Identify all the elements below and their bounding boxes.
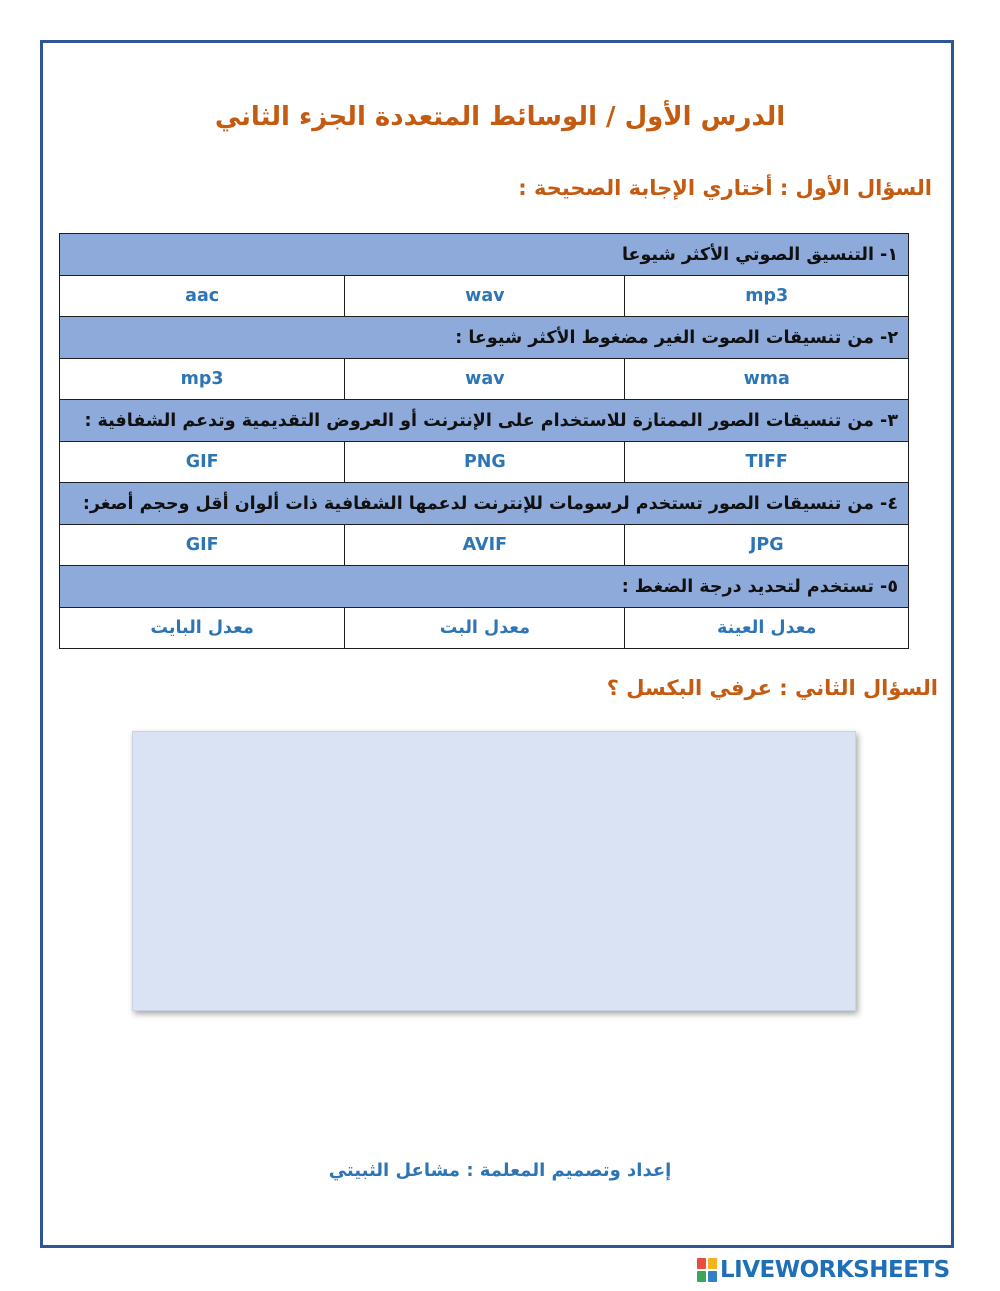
question-row bbox=[60, 566, 909, 608]
logo-square bbox=[697, 1258, 706, 1269]
options-row bbox=[60, 276, 909, 317]
option-cell[interactable]: wav bbox=[345, 276, 625, 317]
liveworksheets-icon bbox=[697, 1258, 717, 1282]
options-row bbox=[60, 442, 909, 483]
option-cell[interactable]: wma bbox=[625, 359, 909, 400]
option-cell[interactable]: JPG bbox=[625, 525, 909, 566]
option-cell[interactable]: mp3 bbox=[625, 276, 909, 317]
question-text: ٢- من تنسيقات الصوت الغير مضغوط الأكثر شيوعا : bbox=[60, 317, 909, 359]
option-cell[interactable]: GIF bbox=[60, 442, 345, 483]
liveworksheets-logo bbox=[697, 1257, 950, 1283]
option-cell[interactable]: معدل العينة bbox=[625, 608, 909, 649]
question-row bbox=[60, 234, 909, 276]
logo-square bbox=[708, 1271, 717, 1282]
logo-square bbox=[708, 1258, 717, 1269]
multiple-choice-table bbox=[59, 233, 909, 649]
option-cell[interactable]: GIF bbox=[60, 525, 345, 566]
options-row bbox=[60, 608, 909, 649]
option-cell[interactable]: mp3 bbox=[60, 359, 345, 400]
question-row bbox=[60, 483, 909, 525]
question-row bbox=[60, 317, 909, 359]
option-cell[interactable]: aac bbox=[60, 276, 345, 317]
option-cell[interactable]: معدل البت bbox=[345, 608, 625, 649]
lesson-title: الدرس الأول / الوسائط المتعددة الجزء الثاني bbox=[214, 102, 786, 132]
option-cell[interactable]: wav bbox=[345, 359, 625, 400]
question1-heading: السؤال الأول : أختاري الإجابة الصحيحة : bbox=[518, 176, 932, 200]
question-row bbox=[60, 400, 909, 442]
question2-heading: السؤال الثاني : عرفي البكسل ؟ bbox=[606, 676, 938, 700]
options-row bbox=[60, 359, 909, 400]
credit-line: إعداد وتصميم المعلمة : مشاعل الثبيتي bbox=[328, 1160, 672, 1181]
options-row bbox=[60, 525, 909, 566]
question-text: ٤- من تنسيقات الصور تستخدم لرسومات للإنترنت لدعمها الشفافية ذات ألوان أقل وحجم أصغر: bbox=[60, 483, 909, 525]
answer-textbox[interactable] bbox=[132, 731, 856, 1011]
question-text: ٣- من تنسيقات الصور الممتازة للاستخدام على الإنترنت أو العروض التقديمية وتدعم الشفافية : bbox=[60, 400, 909, 442]
brand-name: LIVEWORKSHEETS bbox=[720, 1257, 950, 1283]
question-text: ٥- تستخدم لتحديد درجة الضغط : bbox=[60, 566, 909, 608]
option-cell[interactable]: PNG bbox=[345, 442, 625, 483]
option-cell[interactable]: معدل البايت bbox=[60, 608, 345, 649]
logo-square bbox=[697, 1271, 706, 1282]
option-cell[interactable]: AVIF bbox=[345, 525, 625, 566]
question-text: ١- التنسيق الصوتي الأكثر شيوعا bbox=[60, 234, 909, 276]
option-cell[interactable]: TIFF bbox=[625, 442, 909, 483]
